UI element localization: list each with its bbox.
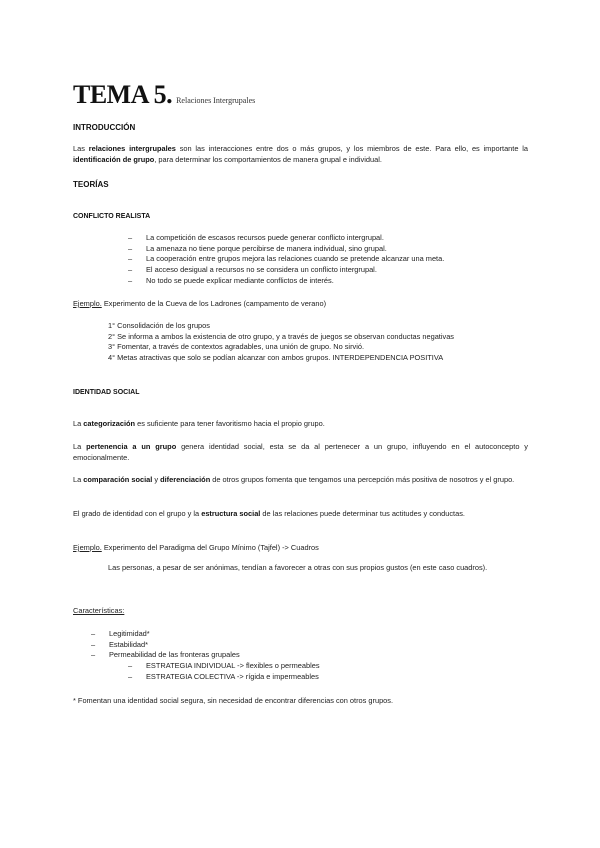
heading-conflicto-realista: CONFLICTO REALISTA	[73, 213, 151, 220]
identidad-p4: El grado de identidad con el grupo y la estructura social de las relaciones puede determinar tus actitudes y conductas.	[73, 509, 465, 518]
conflicto-ejemplo: Ejemplo. Experimento de la Cueva de los Ladrones (campamento de verano)	[73, 299, 327, 308]
list-item: 2° Se informa a ambos la existencia de otro grupo, y a través de juegos se observan conductas negativas	[108, 331, 454, 341]
intro-paragraph: Las relaciones intergrupales son las interacciones entre dos o más grupos, y los miembros de este. Para ello, es importante la identificación de grupo, para determinar los comportamientos de manera grupal e individual.	[73, 144, 528, 164]
estrategias-list	[128, 661, 320, 682]
list-item: – ESTRATEGIA INDIVIDUAL -> flexibles o permeables	[128, 661, 320, 672]
list-item: – Permeabilidad de las fronteras grupales	[91, 650, 240, 661]
list-item: – La competición de escasos recursos puede generar conflicto intergrupal.	[128, 233, 444, 244]
list-item: – Legitimidad*	[91, 629, 240, 640]
caracteristicas-list	[91, 629, 240, 661]
conflicto-list	[128, 233, 444, 287]
list-item: – No todo se puede explicar mediante conflictos de interés.	[128, 276, 444, 287]
identidad-p1: La categorización es suficiente para tener favoritismo hacia el propio grupo.	[73, 419, 325, 428]
list-item: – La amenaza no tiene porque percibirse de manera individual, sino grupal.	[128, 244, 444, 255]
heading-introduccion: INTRODUCCIÓN	[73, 123, 136, 132]
caracteristicas-label: Características:	[73, 606, 125, 615]
identidad-p2: La pertenencia a un grupo genera identidad social, esta se da al pertenecer a un grupo, influyendo en el autoconcepto y emocionalmente.	[73, 442, 528, 462]
footnote: * Fomentan una identidad social segura, sin necesidad de encontrar diferencias con otros grupos.	[73, 696, 394, 705]
page-title	[73, 76, 255, 114]
heading-teorias: TEORÍAS	[73, 180, 109, 189]
list-item: 1° Consolidación de los grupos	[108, 321, 210, 330]
list-item: 4° Metas atractivas que solo se podían alcanzar con ambos grupos. INTERDEPENDENCIA POSITIVA	[108, 353, 444, 363]
title-sub: Relaciones Intergrupales	[176, 96, 256, 105]
list-item: – Estabilidad*	[91, 640, 240, 651]
list-item: – La cooperación entre grupos mejora las relaciones cuando se pretende alcanzar una meta.	[128, 254, 444, 265]
identidad-ejemplo: Ejemplo. Experimento del Paradigma del Grupo Mínimo (Tajfel) -> Cuadros	[73, 543, 319, 552]
list-item: 3° Fomentar, a través de contextos agradables, una unión de grupo. No sirvió.	[108, 342, 365, 352]
list-item: – ESTRATEGIA COLECTIVA -> rígida e impermeables	[128, 672, 320, 683]
heading-identidad-social: IDENTIDAD SOCIAL	[73, 389, 140, 396]
conflicto-steps	[108, 321, 454, 364]
identidad-ejemplo-desc: Las personas, a pesar de ser anónimas, tendían a favorecer a otras con sus propios gustos (en este caso cuadros).	[108, 563, 488, 572]
title-main: TEMA 5.	[73, 80, 173, 109]
list-item: – El acceso desigual a recursos no se considera un conflicto intergrupal.	[128, 265, 444, 276]
identidad-p3: La comparación social y diferenciación de otros grupos fomenta que tengamos una percepción más positiva de nosotros y el grupo.	[73, 475, 515, 484]
